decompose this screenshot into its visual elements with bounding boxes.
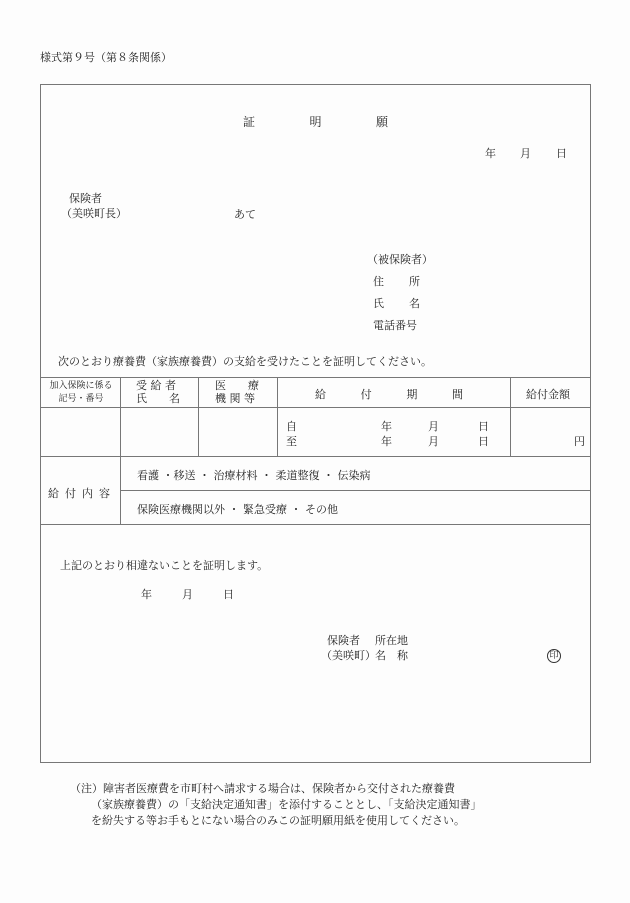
addressee-suffix: あて [234,208,256,221]
label-char: 住 [373,275,384,288]
note-line3: を紛失する等お手もとにない場合のみこの証明願用紙を使用してください。 [91,814,465,827]
insured-address-label [373,273,420,289]
content-label [48,485,110,501]
label-char: 給 [48,487,59,500]
insurance-no-field[interactable] [41,408,120,456]
note-line2: （家族療養費）の「支給決定通知書」を添付することとし、「支給決定通知書」 [91,798,482,811]
label-char: 付 [65,487,76,500]
header-recipient [136,379,180,405]
seal-icon [547,648,561,663]
institution-field[interactable] [198,408,277,456]
insured-name-label [373,295,420,311]
seal-mark: 印 [547,649,561,663]
period-to-label: 至 [286,435,297,448]
addressee-line1: 保険者 [69,192,102,205]
header-insurance-no [44,380,118,406]
period-from-year: 年 [381,420,392,433]
insurer-address-label: 所在地 [375,634,408,647]
header-char: 期 [406,388,418,401]
recipient-name-field[interactable] [120,408,198,456]
insurer-name-label: 名 称 [375,649,408,662]
date-month-label: 月 [520,147,531,160]
header-char: 給 [315,388,326,401]
header-amount: 給付金額 [526,388,570,401]
date-year-label: 年 [485,147,496,160]
period-to-month: 月 [428,435,439,448]
label-char: 名 [409,297,420,310]
page-title [243,113,388,130]
table-bottom-border [40,524,590,525]
header-text: 氏 名 [136,392,180,405]
label-char: 氏 [373,297,384,310]
table-top-border [40,377,590,378]
certification-text: 上記のとおり相違ないことを証明します。 [60,559,269,572]
header-text: 加入保険に係る [49,381,113,391]
table-row-border [40,456,590,457]
header-text: 記号・番号 [58,394,104,404]
label-char: 内 [82,487,93,500]
period-to-year: 年 [381,435,392,448]
period-to-day: 日 [478,435,489,448]
form-number: 様式第９号（第８条関係） [40,51,172,64]
note-line1: （注）障害者医療費を市町村へ請求する場合は、保険者から交付された療養費 [70,782,455,795]
cert-day-label: 日 [223,588,234,601]
content-option-line1[interactable]: 看護 ・移送 ・ 治療材料 ・ 柔道整復 ・ 伝染病 [137,469,371,482]
insured-phone-label: 電話番号 [373,319,417,332]
period-from-month: 月 [428,420,439,433]
date-day-label: 日 [556,147,567,160]
cert-year-label: 年 [141,588,152,601]
header-text: 機 関 等 [215,392,255,405]
label-char: 所 [409,275,420,288]
header-text: 医 療 [215,379,259,392]
cert-month-label: 月 [182,588,193,601]
col-divider [510,377,511,456]
col-divider [277,377,278,456]
content-mid-border [120,490,590,491]
request-text: 次のとおり療養費（家族療養費）の支給を受けたことを証明してください。 [58,355,432,368]
period-from-day: 日 [478,420,489,433]
insurer-town-label: （美咲町） [321,649,376,662]
period-from-label: 自 [286,420,297,433]
insured-heading: （被保険者） [367,253,433,266]
amount-unit: 円 [574,435,585,448]
insurer-label: 保険者 [327,634,360,647]
header-text: 受 給 者 [136,379,176,392]
title-char: 証 [243,115,256,129]
header-char: 間 [451,388,463,401]
title-char: 願 [375,115,388,129]
label-char: 容 [99,487,110,500]
content-option-line2[interactable]: 保険医療機関以外 ・ 緊急受療 ・ その他 [137,503,338,516]
header-period [315,386,463,402]
addressee-line2: （美咲町長） [61,207,127,220]
header-institution [215,379,259,405]
title-char: 明 [309,115,322,129]
header-char: 付 [360,388,372,401]
